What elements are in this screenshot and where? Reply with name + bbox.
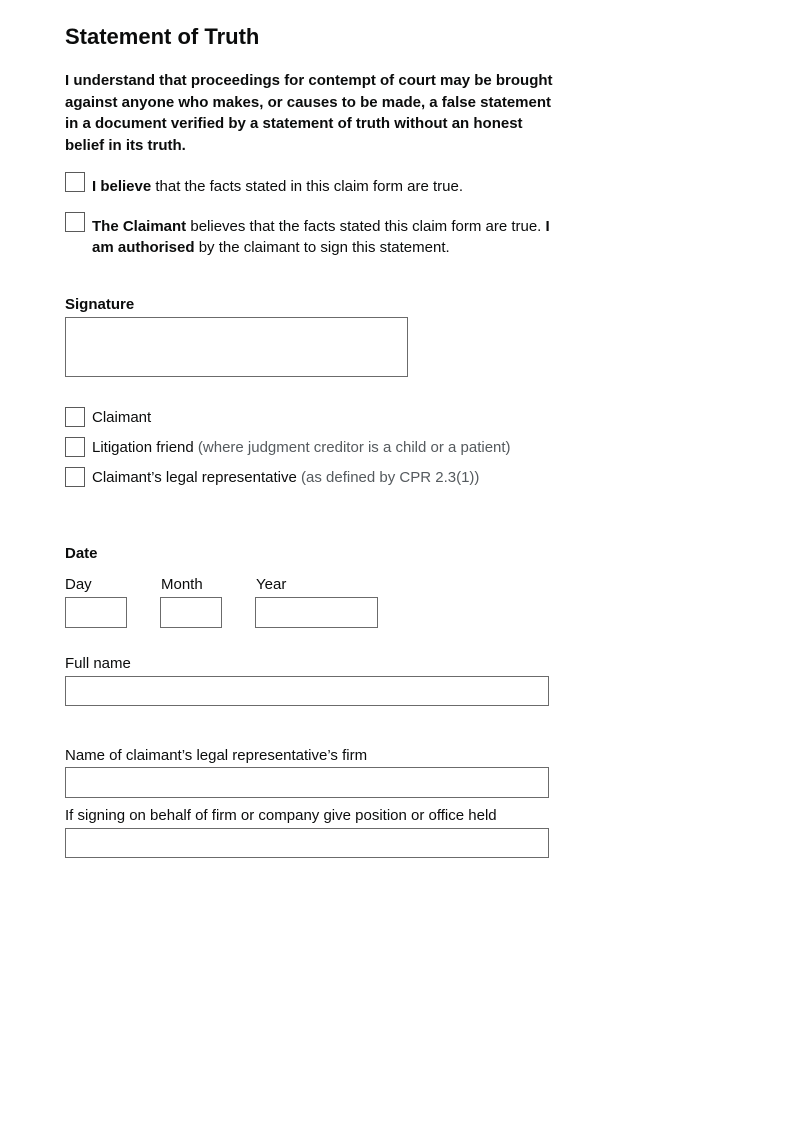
belief-claimant-checkbox[interactable] xyxy=(65,212,85,232)
belief-authorised-bold: I am authorised xyxy=(92,218,550,256)
role-litigation-friend-checkbox[interactable] xyxy=(65,437,85,457)
firm-name-input[interactable] xyxy=(65,767,549,798)
belief-self-text xyxy=(92,176,463,197)
role-option-litigation-friend[interactable] xyxy=(65,437,545,459)
firm-name-label: Name of claimant’s legal representative’s firm xyxy=(65,747,368,764)
signature-label: Signature xyxy=(65,296,135,313)
belief-self-bold: I believe xyxy=(92,178,152,195)
date-month-input[interactable] xyxy=(160,597,222,628)
role-litigation-friend-text xyxy=(92,437,511,458)
belief-self-checkbox[interactable] xyxy=(65,172,85,192)
belief-self-rest: that the facts stated in this claim form are true. xyxy=(151,178,464,195)
role-option-claimant[interactable] xyxy=(65,407,545,429)
full-name-label: Full name xyxy=(65,655,131,672)
position-label: If signing on behalf of firm or company give position or office held xyxy=(65,807,497,824)
position-input[interactable] xyxy=(65,828,549,858)
role-litigation-friend-label: Litigation friend xyxy=(92,439,194,456)
role-claimant-checkbox[interactable] xyxy=(65,407,85,427)
belief-claimant-bold: The Claimant xyxy=(92,218,187,235)
role-claimant-label: Claimant xyxy=(92,409,152,426)
full-name-input[interactable] xyxy=(65,676,549,706)
date-label: Date xyxy=(65,545,98,562)
date-day-label: Day xyxy=(65,576,92,593)
belief-option-claimant[interactable] xyxy=(65,212,565,258)
role-legal-representative-hint: (as defined by CPR 2.3(1)) xyxy=(296,469,480,486)
page-title: Statement of Truth xyxy=(65,24,260,49)
role-legal-representative-checkbox[interactable] xyxy=(65,467,85,487)
contempt-warning: I understand that proceedings for contempt of court may be brought against anyone who makes, or causes to be made, a false statement in a document verified by a statement of truth without an honest belief in its truth. xyxy=(65,72,553,154)
role-option-legal-representative[interactable] xyxy=(65,467,545,489)
belief-claimant-rest: believes that the facts stated this claim form are true. xyxy=(186,218,546,235)
belief-claimant-text xyxy=(92,216,552,258)
role-legal-representative-text xyxy=(92,467,479,488)
role-litigation-friend-hint: (where judgment creditor is a child or a patient) xyxy=(193,439,511,456)
role-legal-representative-label: Claimant’s legal representative xyxy=(92,469,297,486)
signature-field[interactable] xyxy=(65,317,408,377)
date-year-label: Year xyxy=(256,576,287,593)
belief-option-self[interactable] xyxy=(65,172,565,196)
date-year-input[interactable] xyxy=(255,597,378,628)
date-day-input[interactable] xyxy=(65,597,127,628)
role-claimant-text xyxy=(92,407,151,428)
belief-authorised-rest: by the claimant to sign this statement. xyxy=(194,239,450,256)
date-month-label: Month xyxy=(161,576,203,593)
